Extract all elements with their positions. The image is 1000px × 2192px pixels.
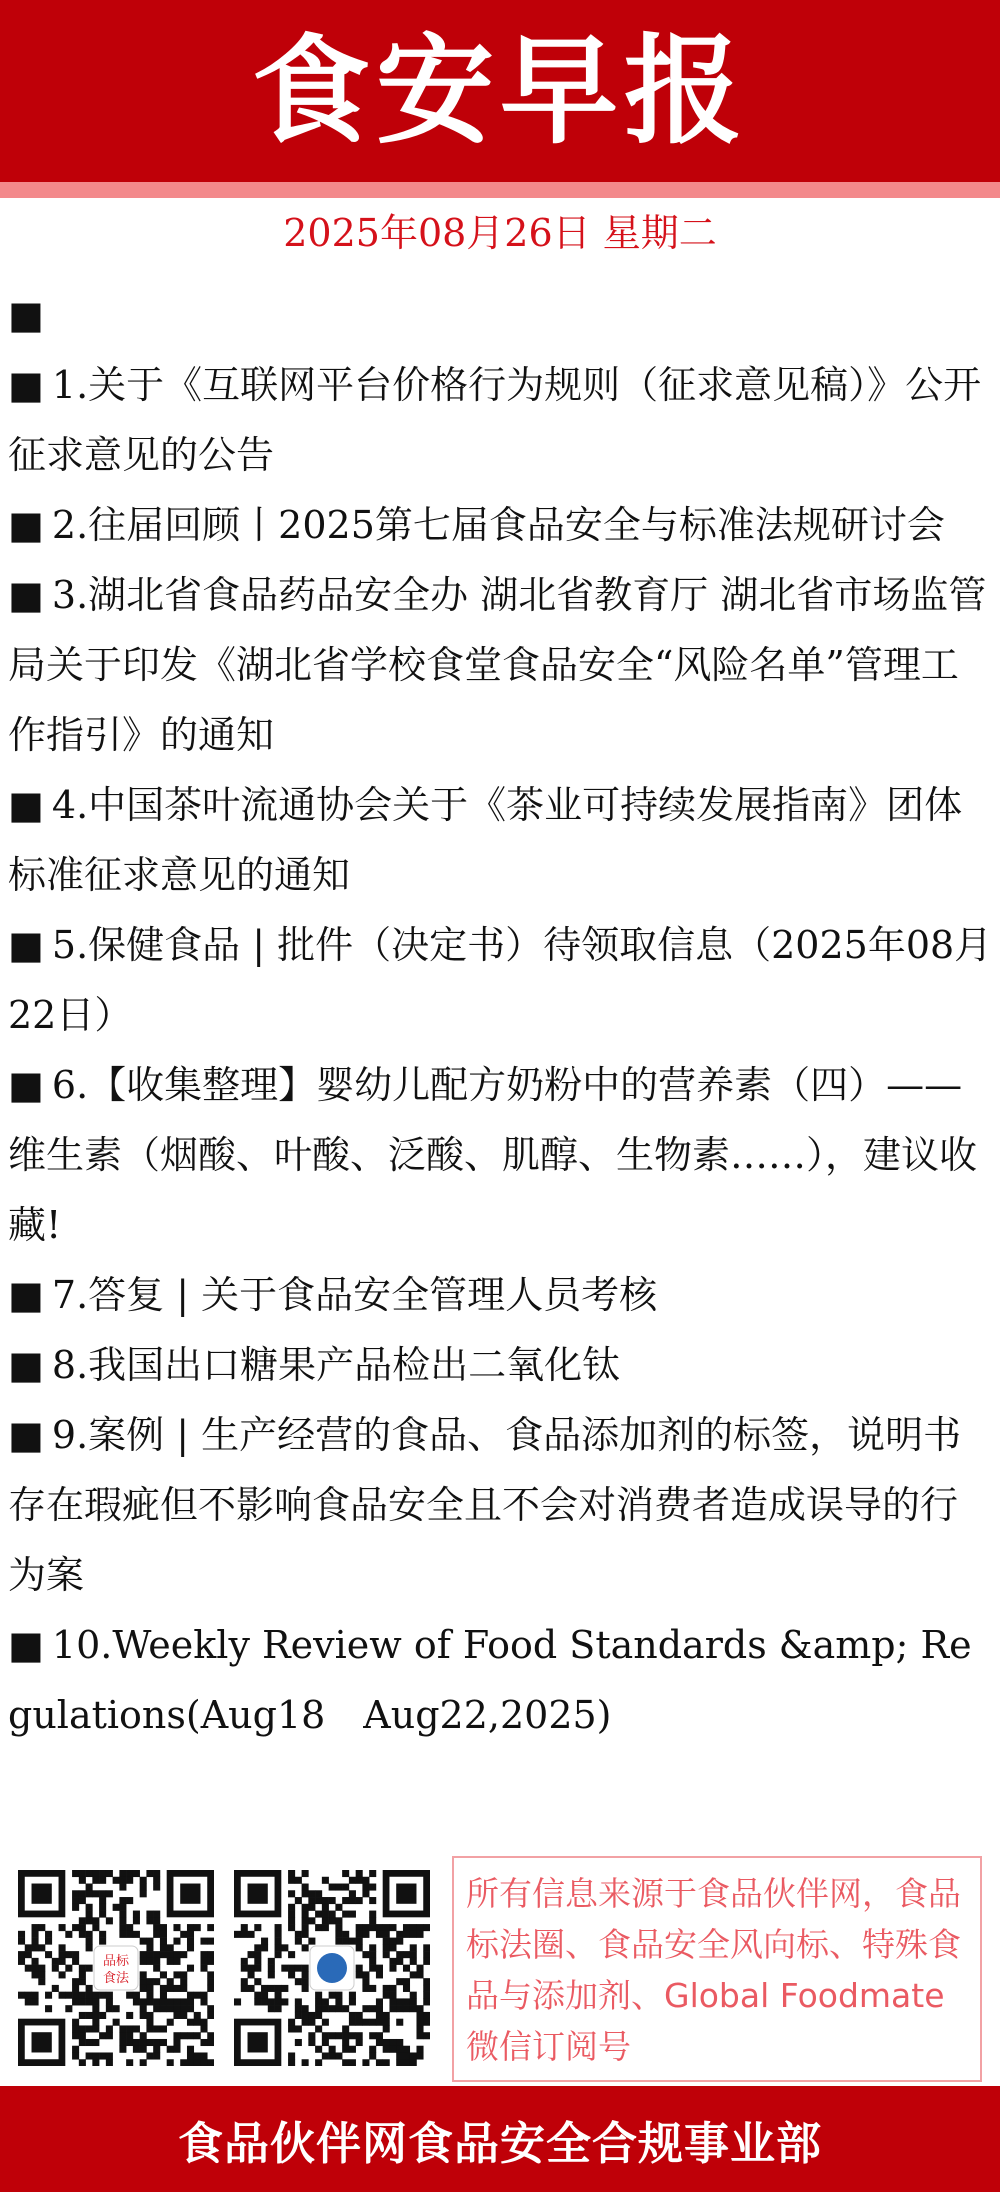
footer-banner — [0, 2086, 1000, 2192]
bullet-icon: ■ — [8, 573, 44, 617]
header-banner — [0, 0, 1000, 182]
list-item-7[interactable] — [8, 1260, 993, 1330]
source-info-box: 所有信息来源于食品伙伴网，食品标法圈、食品安全风向标、特殊食品与添加剂、Global Foodmate微信订阅号 — [452, 1856, 982, 2082]
list-item-10[interactable] — [8, 1610, 993, 1750]
item-text: 7.答复 | 关于食品安全管理人员考核 — [51, 1273, 658, 1317]
bullet-icon: ■ — [8, 503, 44, 547]
page-title: 食安早报 — [251, 22, 748, 160]
qr-code-icon — [234, 1870, 430, 2066]
item-text: 9.案例 | 生产经营的食品、食品添加剂的标签，说明书存在瑕疵但不影响食品安全且不会对消费者造成误导的行为案 — [8, 1413, 962, 1597]
list-item-2[interactable] — [8, 490, 993, 560]
list-item-6[interactable] — [8, 1050, 993, 1260]
bullet-icon: ■ — [8, 1273, 44, 1317]
list-item-4[interactable] — [8, 770, 993, 910]
footer-info-area — [0, 1852, 1000, 2084]
bullet-icon: ■ — [8, 783, 44, 827]
item-text: 3.湖北省食品药品安全办 湖北省教育厅 湖北省市场监管局关于印发《湖北省学校食堂食品安全“风险名单”管理工作指引》的通知 — [8, 573, 987, 757]
svg-text:食法: 食法 — [102, 1971, 130, 1986]
svg-text:品标: 品标 — [102, 1954, 130, 1969]
item-text: 6.【收集整理】婴幼儿配方奶粉中的营养素（四）——维生素（烟酸、叶酸、泛酸、肌醇、生物素……），建议收藏! — [8, 1063, 978, 1247]
news-list — [8, 280, 993, 1750]
list-item-8[interactable] — [8, 1330, 993, 1400]
bullet-icon: ■ — [8, 1413, 44, 1457]
bullet-icon: ■ — [8, 923, 44, 967]
bullet-icon: ■ — [8, 1623, 44, 1667]
item-text: 10.Weekly Review of Food Standards &amp; Regulations(Aug18 Aug22,2025) — [8, 1623, 972, 1737]
header-stripe — [0, 182, 1000, 198]
bullet-icon: ■ — [8, 1063, 44, 1107]
bullet-icon: ■ — [8, 293, 44, 337]
list-item-9[interactable] — [8, 1400, 993, 1610]
item-text: 8.我国出口糖果产品检出二氧化钛 — [51, 1343, 621, 1387]
bullet-icon: ■ — [8, 363, 44, 407]
qr-code-icon — [18, 1870, 214, 2066]
list-item-3[interactable] — [8, 560, 993, 770]
list-item-0 — [8, 280, 993, 350]
footer-org-name: 食品伙伴网食品安全合规事业部 — [177, 2116, 822, 2170]
item-text: 4.中国茶叶流通协会关于《茶业可持续发展指南》团体标准征求意见的通知 — [8, 783, 963, 897]
issue-date: 2025年08月26日 星期二 — [283, 211, 717, 255]
item-text: 5.保健食品 | 批件（决定书）待领取信息（2025年08月22日） — [8, 923, 993, 1037]
bullet-icon: ■ — [8, 1343, 44, 1387]
list-item-5[interactable] — [8, 910, 993, 1050]
item-text: 1.关于《互联网平台价格行为规则（征求意见稿）》公开征求意见的公告 — [8, 363, 982, 477]
list-item-1[interactable] — [8, 350, 993, 490]
item-text: 2.往届回顾丨2025第七届食品安全与标准法规研讨会 — [51, 503, 945, 547]
